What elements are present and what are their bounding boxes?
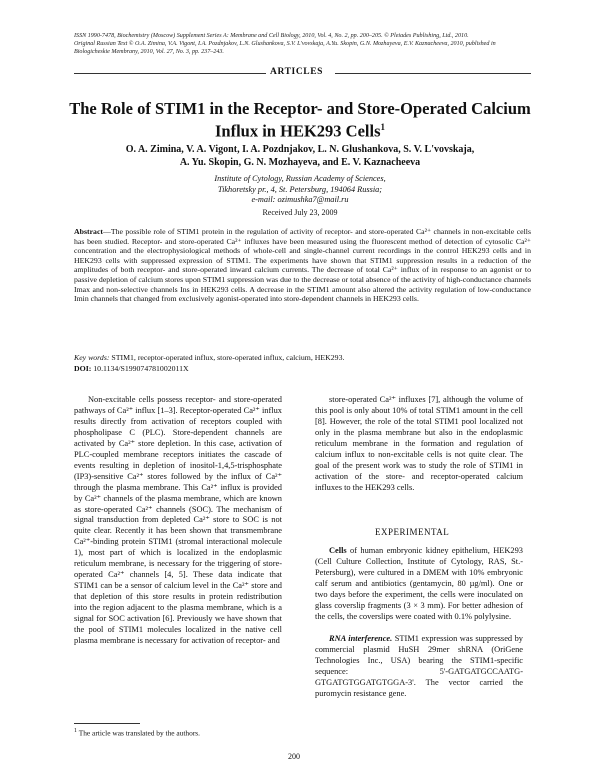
keywords-label: Key words: — [74, 353, 110, 362]
title-line-1: The Role of STIM1 in the Receptor- and Store-Operated Calcium — [69, 99, 531, 118]
keywords-text: STIM1, receptor-operated influx, store-operated influx, calcium, HEK293. — [109, 353, 345, 362]
header-line-3: Biologicheskie Membrany, 2010, Vol. 27, No. 3, pp. 237–243. — [74, 49, 224, 55]
abstract-text: —The possible role of STIM1 protein in the regulation of activity of receptor- and store-operated Ca²⁺ channels in non-excitable cells has been studied. Receptor- and store-operated Ca²⁺ influxes have been measured using the fluorescent method of detection of cytosolic Ca²⁺ concentration and the electrophysiological methods of whole-cell and single-channel current recordings in the control HEK293 cells and in HEK293 cells with suppressed expression of STIM1. The experiments have shown that STIM1 suppression results in a reduction of the amplitudes of both receptor- and store-operated inward calcium currents. The decrease of total Ca²⁺ influx of in response to an agonist or to passive depletion of calcium stores upon STIM1 suppression was due to the decrease or total absence of the activity of high-conductance channels Imax and non-selective channels Ins in HEK293 cells. A decrease in the STIM1 amount also altered the activity regulation of low-conductance Imin channels that changed from exclusively agonist-operated into store-dependent channels in HEK293 cells. — [74, 227, 531, 304]
cells-text: of human embryonic kidney epithelium, HEK293 (Cell Culture Collection, Institute of Cytology, RAS, St.-Petersburg), were cultured in a DMEM with 10% embryonic calf serum and antibiotics (gentamycin, 80 µg/ml). One or two days before the experiment, the cells were inoculated on glass coverslip fragments (3 × 3 mm). For better adhesion of the cells, the coverslips were coated with 0.1% polylysine. — [315, 546, 523, 621]
abstract-label: Abstract — [74, 227, 104, 236]
rna-paragraph — [315, 634, 523, 700]
right-column — [315, 395, 523, 494]
footnote-mark: 1 — [74, 728, 77, 734]
title-footnote-mark: 1 — [380, 122, 385, 132]
affiliation-line-1: Institute of Cytology, Russian Academy of Sciences, — [214, 174, 386, 183]
journal-header — [74, 32, 534, 56]
affiliation — [60, 174, 540, 206]
experimental-heading: EXPERIMENTAL — [375, 527, 450, 537]
intro-paragraph-continued: store-operated Ca²⁺ influxes [7], although the volume of this pool is only about 10% of total STIM1 amount in the cell [8]. However, the role of the total STIM1 pool localized not only in the plasma membrane but also in the endoplasmic reticulum membrane in the formation and regulation of calcium influx to non-excitable cells is not quite clear. The goal of the present work was to study the role of STIM1 in activation of the store- and receptor-operated calcium influxes to the HEK293 cells. — [315, 395, 523, 492]
keywords — [74, 352, 531, 363]
received-date: Received July 23, 2009 — [262, 208, 338, 217]
author-list — [60, 143, 540, 169]
header-line-2: Original Russian Text © O.A. Zimina, V.A. Vigont, I.A. Pozdnjakov, L.N. Glushankova, S.V. L'vovskaja, A.Yu. Skopin, G.N. Mozhayeva, E.V. Kaznacheeva, 2010, published in — [74, 41, 496, 47]
cells-label: Cells — [329, 546, 347, 555]
left-column — [74, 395, 282, 647]
article-title — [60, 99, 540, 141]
doi-link[interactable]: 10.1134/S199074781002011X — [91, 364, 189, 373]
section-rule-left — [74, 73, 266, 74]
abstract — [74, 227, 531, 304]
authors-line-2: A. Yu. Skopin, G. N. Mozhayeva, and E. V. Kaznacheeva — [179, 157, 421, 168]
cells-paragraph — [315, 546, 523, 623]
footnote-rule — [74, 723, 140, 724]
title-line-2: Influx in HEK293 Cells — [215, 121, 381, 141]
rna-text: STIM1 expression was suppressed by commercial plasmid HuSH 29mer shRNA (OriGene Technologies Inc., USA) bearing the STIM1-specific sequence: 5'-GATGATGCCAATG-GTGATGTGGATGTGGA-3'. The vector carried the puromycin resistance gene. — [315, 634, 523, 698]
intro-paragraph: Non-excitable cells possess receptor- and store-operated pathways of Ca²⁺ influx [1–3]. Receptor-operated Ca²⁺ influx results directly from activation of receptors coupled with phospholipase C (PLC). Store-dependent channels are activated by Ca²⁺ store depletion. In this case, activation of PLC-coupled membrane receptors initiates the cascade of events resulting in depletion of inositol-1,4,5-trisphosphate (IP3)-sensitive Ca²⁺ stores followed by the influx of Ca²⁺ through the plasma membrane. This Ca²⁺ influx is provided by Ca²⁺ channels of the plasma membrane, which are known as store-operated Ca²⁺ channels (SOC). The mechanism of signal transduction from depleted Ca²⁺ store to SOC is not quite clear. Recently it has been shown that transmembrane Ca²⁺-binding protein STIM1 (stromal interactional molecule 1), most part of which is localized in the endoplasmic reticulum membrane, is necessary for the triggering of store-operated Ca²⁺ channels [4, 5]. These data indicate that STIM1 can be a sensor of calcium level in the Ca²⁺ store and that depletion of this store results in protein redistribution into the region adjacent to the plasma membrane, which is a signal for SOC activation [6]. Previously we have shown that the pool of STIM1 molecules localized in the native cell plasma membrane is necessary for activation of receptor- and — [74, 395, 282, 645]
footnote — [74, 728, 200, 737]
section-rule-right — [335, 73, 531, 74]
doi — [74, 364, 189, 373]
rna-label: RNA interference. — [329, 634, 393, 643]
affiliation-email: e-mail: ozimushka7@mail.ru — [251, 195, 349, 204]
doi-label: DOI: — [74, 364, 92, 373]
page-number: 200 — [288, 752, 300, 761]
authors-line-1: O. A. Zimina, V. A. Vigont, I. A. Pozdnjakov, L. N. Glushankova, S. V. L'vovskaja, — [125, 144, 475, 155]
section-label: ARTICLES — [270, 67, 324, 77]
footnote-text: The article was translated by the authors. — [77, 728, 200, 738]
header-line-1: ISSN 1990-7478, Biochemistry (Moscow) Supplement Series A: Membrane and Cell Biology, 2010, Vol. 4, No. 2, pp. 200–205. © Pleiades Publishing, Ltd., 2010. — [74, 33, 469, 39]
affiliation-line-2: Tikhoretsky pr., 4, St. Petersburg, 194064 Russia; — [217, 184, 383, 194]
